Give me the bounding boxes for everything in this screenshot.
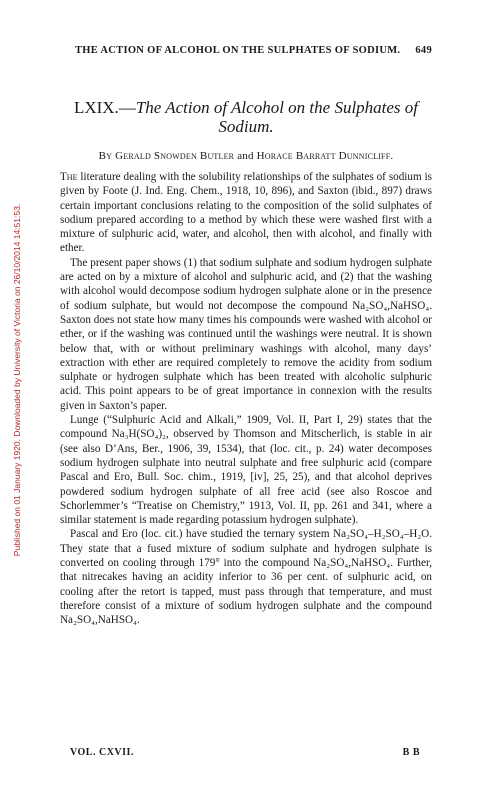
signature-mark: B B bbox=[402, 747, 420, 758]
article-title-text: The Action of Alcohol on the Sulphates of Sodium. bbox=[135, 98, 419, 136]
title-dash: — bbox=[118, 98, 136, 117]
paragraph-2: The present paper shows (1) that sodium sulphate and sodium hydrogen sulphate are acted on by a mixture of alcohol and sulphuric acid, and (2) that the washing with alcohol would decompose sodium hydrogen sulphate alone or in the presence of sodium sulphate, but would not decompose the compound Na₂SO₄,NaHSO₄. Saxton does not state how many times his compounds were washed with alcohol or ether, or if the washing was continued until the washings were neutral. It is shown below that, with or without preliminary washings with alcohol, many days’ extraction with ether are required completely to remove the acidity from sodium sulphate or hydrogen sulphate which has been treated with alcoholic sulphuric acid. This point appears to be of great importance in connexion with the results given in Saxton’s paper. bbox=[60, 256, 432, 412]
paragraph-4: Pascal and Ero (loc. cit.) have studied the ternary system Na₂SO₄–H₂SO₄–H₂O. They state that a fused mixture of sodium sulphate and hydrogen sulphate is converted on cooling through 179° into the compound Na₂SO₄,NaHSO₄. Further, that nitrecakes having an acidity inferior to 36 per cent. of sulphuric acid, on cooling after the retort is tapped, must pass through that temperature, and must therefore consist of a mixture of sodium hydrogen sulphate and the compound Na₂SO₄,NaHSO₄. bbox=[60, 528, 432, 627]
volume-label: VOL. CXVII. bbox=[70, 747, 134, 758]
article-title bbox=[60, 98, 432, 136]
byline-and: and bbox=[237, 150, 254, 162]
article-body bbox=[60, 98, 432, 628]
author-2: Horace Barratt Dunnicliff. bbox=[256, 150, 394, 162]
byline bbox=[60, 150, 432, 162]
download-watermark-text: Published on 01 January 1920. Downloaded by University of Victoria on 26/10/2014 14:51:53. bbox=[12, 203, 22, 557]
page-number: 649 bbox=[415, 45, 432, 56]
article-number: LXIX. bbox=[73, 98, 119, 117]
author-1: Gerald Snowden Butler bbox=[115, 150, 235, 162]
paragraph-1 bbox=[60, 170, 432, 256]
paragraph-1-text: literature dealing with the solubility relationships of the sulphates of sodium is given by Foote (J. Ind. Eng. Chem., 1918, 10, 896), and Saxton (ibid., 897) draws certain important conclusions relating to the composition of the solid sulphates of sodium prepared according to a method by which these were washed first with a mixture of sulphuric acid, water, and alcohol, then with alcohol, and finally with ether. bbox=[60, 171, 432, 255]
running-head bbox=[60, 45, 432, 56]
page-footer bbox=[70, 747, 420, 758]
paragraph-3: Lunge (“Sulphuric Acid and Alkali,” 1909, Vol. II, Part I, 29) states that the compound Na₃H(SO₄)₂, observed by Thomson and Mitscherlich, is stable in air (see also D’Ans, Ber., 1906, 39, 1534), that (loc. cit., p. 24) water decomposes sodium hydrogen sulphate into neutral sulphate and free sulphuric acid (compare Pascal and Ero, Bull. Soc. chim., 1919, [iv], 25, 25), and that alcohol deprives powdered sodium hydrogen sulphate of all free acid (see also Roscoe and Schorlemmer’s “Treatise on Chemistry,” 1913, Vol. II, pp. 261 and 341, where a similar statement is made regarding potassium hydrogen sulphate). bbox=[60, 414, 432, 527]
paragraph-1-lead: The bbox=[60, 171, 78, 183]
download-watermark bbox=[10, 60, 24, 700]
running-title: THE ACTION OF ALCOHOL ON THE SULPHATES OF SODIUM. bbox=[74, 45, 401, 56]
byline-by: By bbox=[98, 150, 113, 162]
